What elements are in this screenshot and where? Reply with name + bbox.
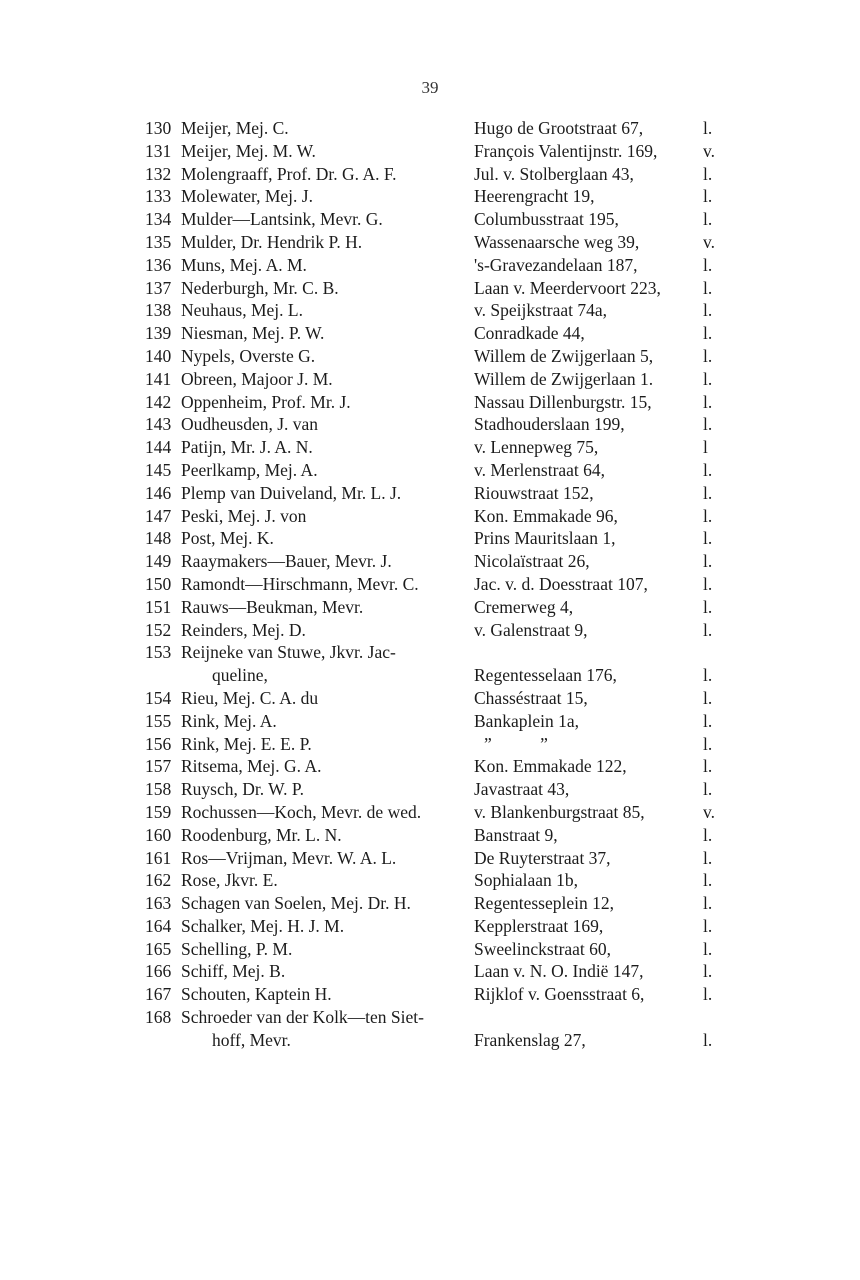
entry-number: 138 — [145, 300, 172, 321]
list-item — [0, 368, 860, 391]
entry-number: 155 — [145, 710, 172, 731]
entry-address: v. Lennepweg 75, — [474, 437, 599, 458]
entry-name: Roodenburg, Mr. L. N. — [181, 824, 342, 845]
entry-number: 144 — [145, 437, 172, 458]
entry-number: 132 — [145, 163, 172, 184]
entry-name: Ritsema, Mej. G. A. — [181, 756, 322, 777]
entry-address: Kepplerstraat 169, — [474, 915, 604, 936]
list-item — [0, 459, 860, 482]
entry-name: Obreen, Majoor J. M. — [181, 368, 333, 389]
entry-location-code: l. — [703, 665, 713, 686]
entry-address: Sweelinckstraat 60, — [474, 938, 612, 959]
entry-location-code: l. — [703, 756, 713, 777]
list-item — [0, 573, 860, 596]
entry-number: 157 — [145, 756, 172, 777]
entry-name: Meijer, Mej. M. W. — [181, 140, 316, 161]
list-item — [0, 231, 860, 254]
entry-name: Mulder—Lantsink, Mevr. G. — [181, 209, 383, 230]
entry-name: Schiff, Mej. B. — [181, 961, 286, 982]
entry-name: Oppenheim, Prof. Mr. J. — [181, 391, 351, 412]
entry-location-code: l. — [703, 118, 713, 138]
list-item — [0, 117, 860, 140]
entry-name-continuation: hoff, Mevr. — [212, 1029, 291, 1050]
entry-number: 165 — [145, 938, 172, 959]
entry-location-code: l. — [703, 163, 713, 184]
entry-number: 135 — [145, 231, 172, 252]
entry-name: Patijn, Mr. J. A. N. — [181, 437, 313, 458]
entry-number: 160 — [145, 824, 172, 845]
entry-address: Cremerweg 4, — [474, 596, 574, 617]
list-item — [0, 915, 860, 938]
entry-number: 131 — [145, 140, 172, 161]
entry-address: Willem de Zwijgerlaan 1. — [474, 368, 654, 389]
entry-name: Molengraaff, Prof. Dr. G. A. F. — [181, 163, 397, 184]
entry-name: Reijneke van Stuwe, Jkvr. Jac- — [181, 642, 396, 663]
entry-address: Kon. Emmakade 96, — [474, 505, 618, 526]
entry-location-code: l. — [703, 893, 713, 914]
entry-number: 162 — [145, 870, 172, 891]
entry-name-continuation: queline, — [212, 665, 268, 686]
entry-name: Nypels, Overste G. — [181, 345, 316, 366]
entry-number: 149 — [145, 551, 172, 572]
entry-location-code: l. — [703, 1029, 713, 1050]
list-item — [0, 641, 860, 687]
entry-name: Rieu, Mej. C. A. du — [181, 687, 319, 708]
entry-location-code: l. — [703, 551, 713, 572]
entry-location-code: v. — [703, 140, 715, 161]
entry-name: Schroeder van der Kolk—ten Siet- — [181, 1007, 424, 1028]
entry-location-code: l. — [703, 984, 713, 1005]
list-item — [0, 391, 860, 414]
entry-location-code: l. — [703, 596, 713, 617]
entry-location-code: l. — [703, 938, 713, 959]
entry-address: Hugo de Grootstraat 67, — [474, 118, 644, 138]
entry-address: v. Merlenstraat 64, — [474, 459, 606, 480]
entry-location-code: l. — [703, 779, 713, 800]
entry-location-code: l. — [703, 482, 713, 503]
entry-name: Nederburgh, Mr. C. B. — [181, 277, 339, 298]
entry-address: Columbusstraat 195, — [474, 209, 619, 230]
entry-location-code: l. — [703, 186, 713, 207]
entry-location-code: l. — [703, 961, 713, 982]
list-item — [0, 755, 860, 778]
list-item — [0, 710, 860, 733]
list-item — [0, 413, 860, 436]
entry-address: Jac. v. d. Doesstraat 107, — [474, 573, 648, 594]
entry-location-code: l. — [703, 209, 713, 230]
entry-location-code: l. — [703, 254, 713, 275]
entry-name: Molewater, Mej. J. — [181, 186, 313, 207]
entry-name: Rauws—Beukman, Mevr. — [181, 596, 364, 617]
entry-name: Reinders, Mej. D. — [181, 619, 306, 640]
list-item — [0, 733, 860, 756]
entry-name: Schalker, Mej. H. J. M. — [181, 915, 345, 936]
entry-address: Rijklof v. Goensstraat 6, — [474, 984, 645, 1005]
entry-name: Niesman, Mej. P. W. — [181, 323, 325, 344]
entry-address: Nicolaïstraat 26, — [474, 551, 590, 572]
entry-number: 133 — [145, 186, 172, 207]
list-item — [0, 892, 860, 915]
entry-name: Rochussen—Koch, Mevr. de wed. — [181, 801, 422, 822]
entry-number: 154 — [145, 687, 172, 708]
entry-number: 159 — [145, 801, 172, 822]
entry-location-code: l. — [703, 345, 713, 366]
list-item — [0, 778, 860, 801]
entry-location-code: l. — [703, 710, 713, 731]
entry-number: 166 — [145, 961, 172, 982]
entry-address: v. Blankenburgstraat 85, — [474, 801, 645, 822]
entry-location-code: l. — [703, 323, 713, 344]
entry-name: Rink, Mej. A. — [181, 710, 277, 731]
entry-number: 167 — [145, 984, 172, 1005]
entry-number: 147 — [145, 505, 172, 526]
entry-address: De Ruyterstraat 37, — [474, 847, 611, 868]
entry-location-code: l. — [703, 847, 713, 868]
entry-location-code: l. — [703, 277, 713, 298]
list-item — [0, 801, 860, 824]
entry-address: Stadhouderslaan 199, — [474, 414, 625, 435]
list-item — [0, 254, 860, 277]
entry-name: Post, Mej. K. — [181, 528, 274, 549]
entry-address: Banstraat 9, — [474, 824, 558, 845]
list-item — [0, 960, 860, 983]
entry-address: Regentesselaan 176, — [474, 665, 617, 686]
entry-name: Ramondt—Hirschmann, Mevr. C. — [181, 573, 419, 594]
list-item — [0, 140, 860, 163]
entry-number: 152 — [145, 619, 172, 640]
list-item — [0, 163, 860, 186]
entry-address: Jul. v. Stolberglaan 43, — [474, 163, 634, 184]
entry-location-code: l — [703, 437, 708, 458]
entry-number: 153 — [145, 642, 172, 663]
entry-number: 136 — [145, 254, 172, 275]
entry-name: Mulder, Dr. Hendrik P. H. — [181, 231, 363, 252]
entry-number: 141 — [145, 368, 172, 389]
list-item — [0, 1006, 860, 1052]
list-item — [0, 436, 860, 459]
list-item — [0, 345, 860, 368]
entry-name: Muns, Mej. A. M. — [181, 254, 307, 275]
entry-address: Conradkade 44, — [474, 323, 585, 344]
entry-number: 145 — [145, 459, 172, 480]
entry-location-code: l. — [703, 824, 713, 845]
entry-location-code: l. — [703, 368, 713, 389]
entry-address: Frankenslag 27, — [474, 1029, 586, 1050]
list-item — [0, 687, 860, 710]
list-item — [0, 505, 860, 528]
entry-number: 148 — [145, 528, 172, 549]
entry-number: 161 — [145, 847, 172, 868]
list-item — [0, 185, 860, 208]
entry-name: Peerlkamp, Mej. A. — [181, 459, 318, 480]
entry-number: 164 — [145, 915, 172, 936]
entry-location-code: l. — [703, 528, 713, 549]
entry-address: 's-Gravezandelaan 187, — [474, 254, 638, 275]
entry-address: Bankaplein 1a, — [474, 710, 579, 731]
entry-number: 130 — [145, 118, 172, 138]
entry-number: 156 — [145, 733, 172, 754]
entry-name: Schagen van Soelen, Mej. Dr. H. — [181, 893, 411, 914]
list-item — [0, 847, 860, 870]
entry-address: Riouwstraat 152, — [474, 482, 594, 503]
page-number: 39 — [421, 78, 439, 97]
entry-location-code: l. — [703, 687, 713, 708]
entry-address: Nassau Dillenburgstr. 15, — [474, 391, 652, 412]
list-item — [0, 619, 860, 642]
entry-address: Wassenaarsche weg 39, — [474, 231, 640, 252]
entry-number: 168 — [145, 1007, 172, 1028]
entry-name: Schelling, P. M. — [181, 938, 293, 959]
entry-location-code: l. — [703, 870, 713, 891]
entry-number: 134 — [145, 209, 172, 230]
entry-name: Peski, Mej. J. von — [181, 505, 307, 526]
entry-location-code: l. — [703, 459, 713, 480]
entry-address: Laan v. Meerdervoort 223, — [474, 277, 661, 298]
list-item — [0, 277, 860, 300]
entry-address: Heerengracht 19, — [474, 186, 595, 207]
entry-name: Rink, Mej. E. E. P. — [181, 733, 312, 754]
entry-number: 142 — [145, 391, 172, 412]
entry-number: 163 — [145, 893, 172, 914]
entry-number: 139 — [145, 323, 172, 344]
list-item — [0, 938, 860, 961]
entry-name: Schouten, Kaptein H. — [181, 984, 332, 1005]
entry-location-code: l. — [703, 573, 713, 594]
entry-address: Sophialaan 1b, — [474, 870, 579, 891]
entry-location-code: l. — [703, 505, 713, 526]
entry-name: Ros—Vrijman, Mevr. W. A. L. — [181, 847, 397, 868]
entry-location-code: l. — [703, 733, 713, 754]
entry-number: 143 — [145, 414, 172, 435]
entry-name: Rose, Jkvr. E. — [181, 870, 278, 891]
entry-address: Willem de Zwijgerlaan 5, — [474, 345, 654, 366]
entry-location-code: v. — [703, 801, 715, 822]
entry-address: v. Galenstraat 9, — [474, 619, 588, 640]
entry-name: Ruysch, Dr. W. P. — [181, 779, 305, 800]
entry-name: Neuhaus, Mej. L. — [181, 300, 303, 321]
entry-location-code: l. — [703, 391, 713, 412]
entry-name: Oudheusden, J. van — [181, 414, 319, 435]
entry-location-code: l. — [703, 300, 713, 321]
list-item — [0, 983, 860, 1006]
entry-number: 140 — [145, 345, 172, 366]
entry-number: 151 — [145, 596, 172, 617]
entry-location-code: l. — [703, 619, 713, 640]
member-list — [0, 117, 860, 1052]
entry-name: Meijer, Mej. C. — [181, 118, 289, 138]
entry-name: Raaymakers—Bauer, Mevr. J. — [181, 551, 392, 572]
entry-name: Plemp van Duiveland, Mr. L. J. — [181, 482, 402, 503]
list-item — [0, 824, 860, 847]
entry-number: 150 — [145, 573, 172, 594]
list-item — [0, 322, 860, 345]
entry-address: Javastraat 43, — [474, 779, 570, 800]
entry-address: Regentesseplein 12, — [474, 893, 614, 914]
list-item — [0, 550, 860, 573]
entry-number: 137 — [145, 277, 172, 298]
list-item — [0, 596, 860, 619]
entry-address: v. Speijkstraat 74a, — [474, 300, 608, 321]
list-item — [0, 208, 860, 231]
entry-number: 146 — [145, 482, 172, 503]
entry-location-code: l. — [703, 915, 713, 936]
entry-number: 158 — [145, 779, 172, 800]
entry-address: Kon. Emmakade 122, — [474, 756, 627, 777]
entry-address: François Valentijnstr. 169, — [474, 140, 658, 161]
entry-location-code: l. — [703, 414, 713, 435]
list-item — [0, 482, 860, 505]
entry-location-code: v. — [703, 231, 715, 252]
entry-address: ” ” — [484, 733, 570, 754]
list-item — [0, 527, 860, 550]
entry-address: Prins Mauritslaan 1, — [474, 528, 616, 549]
list-item — [0, 299, 860, 322]
entry-address: Chasséstraat 15, — [474, 687, 588, 708]
list-item — [0, 869, 860, 892]
entry-address: Laan v. N. O. Indië 147, — [474, 961, 644, 982]
